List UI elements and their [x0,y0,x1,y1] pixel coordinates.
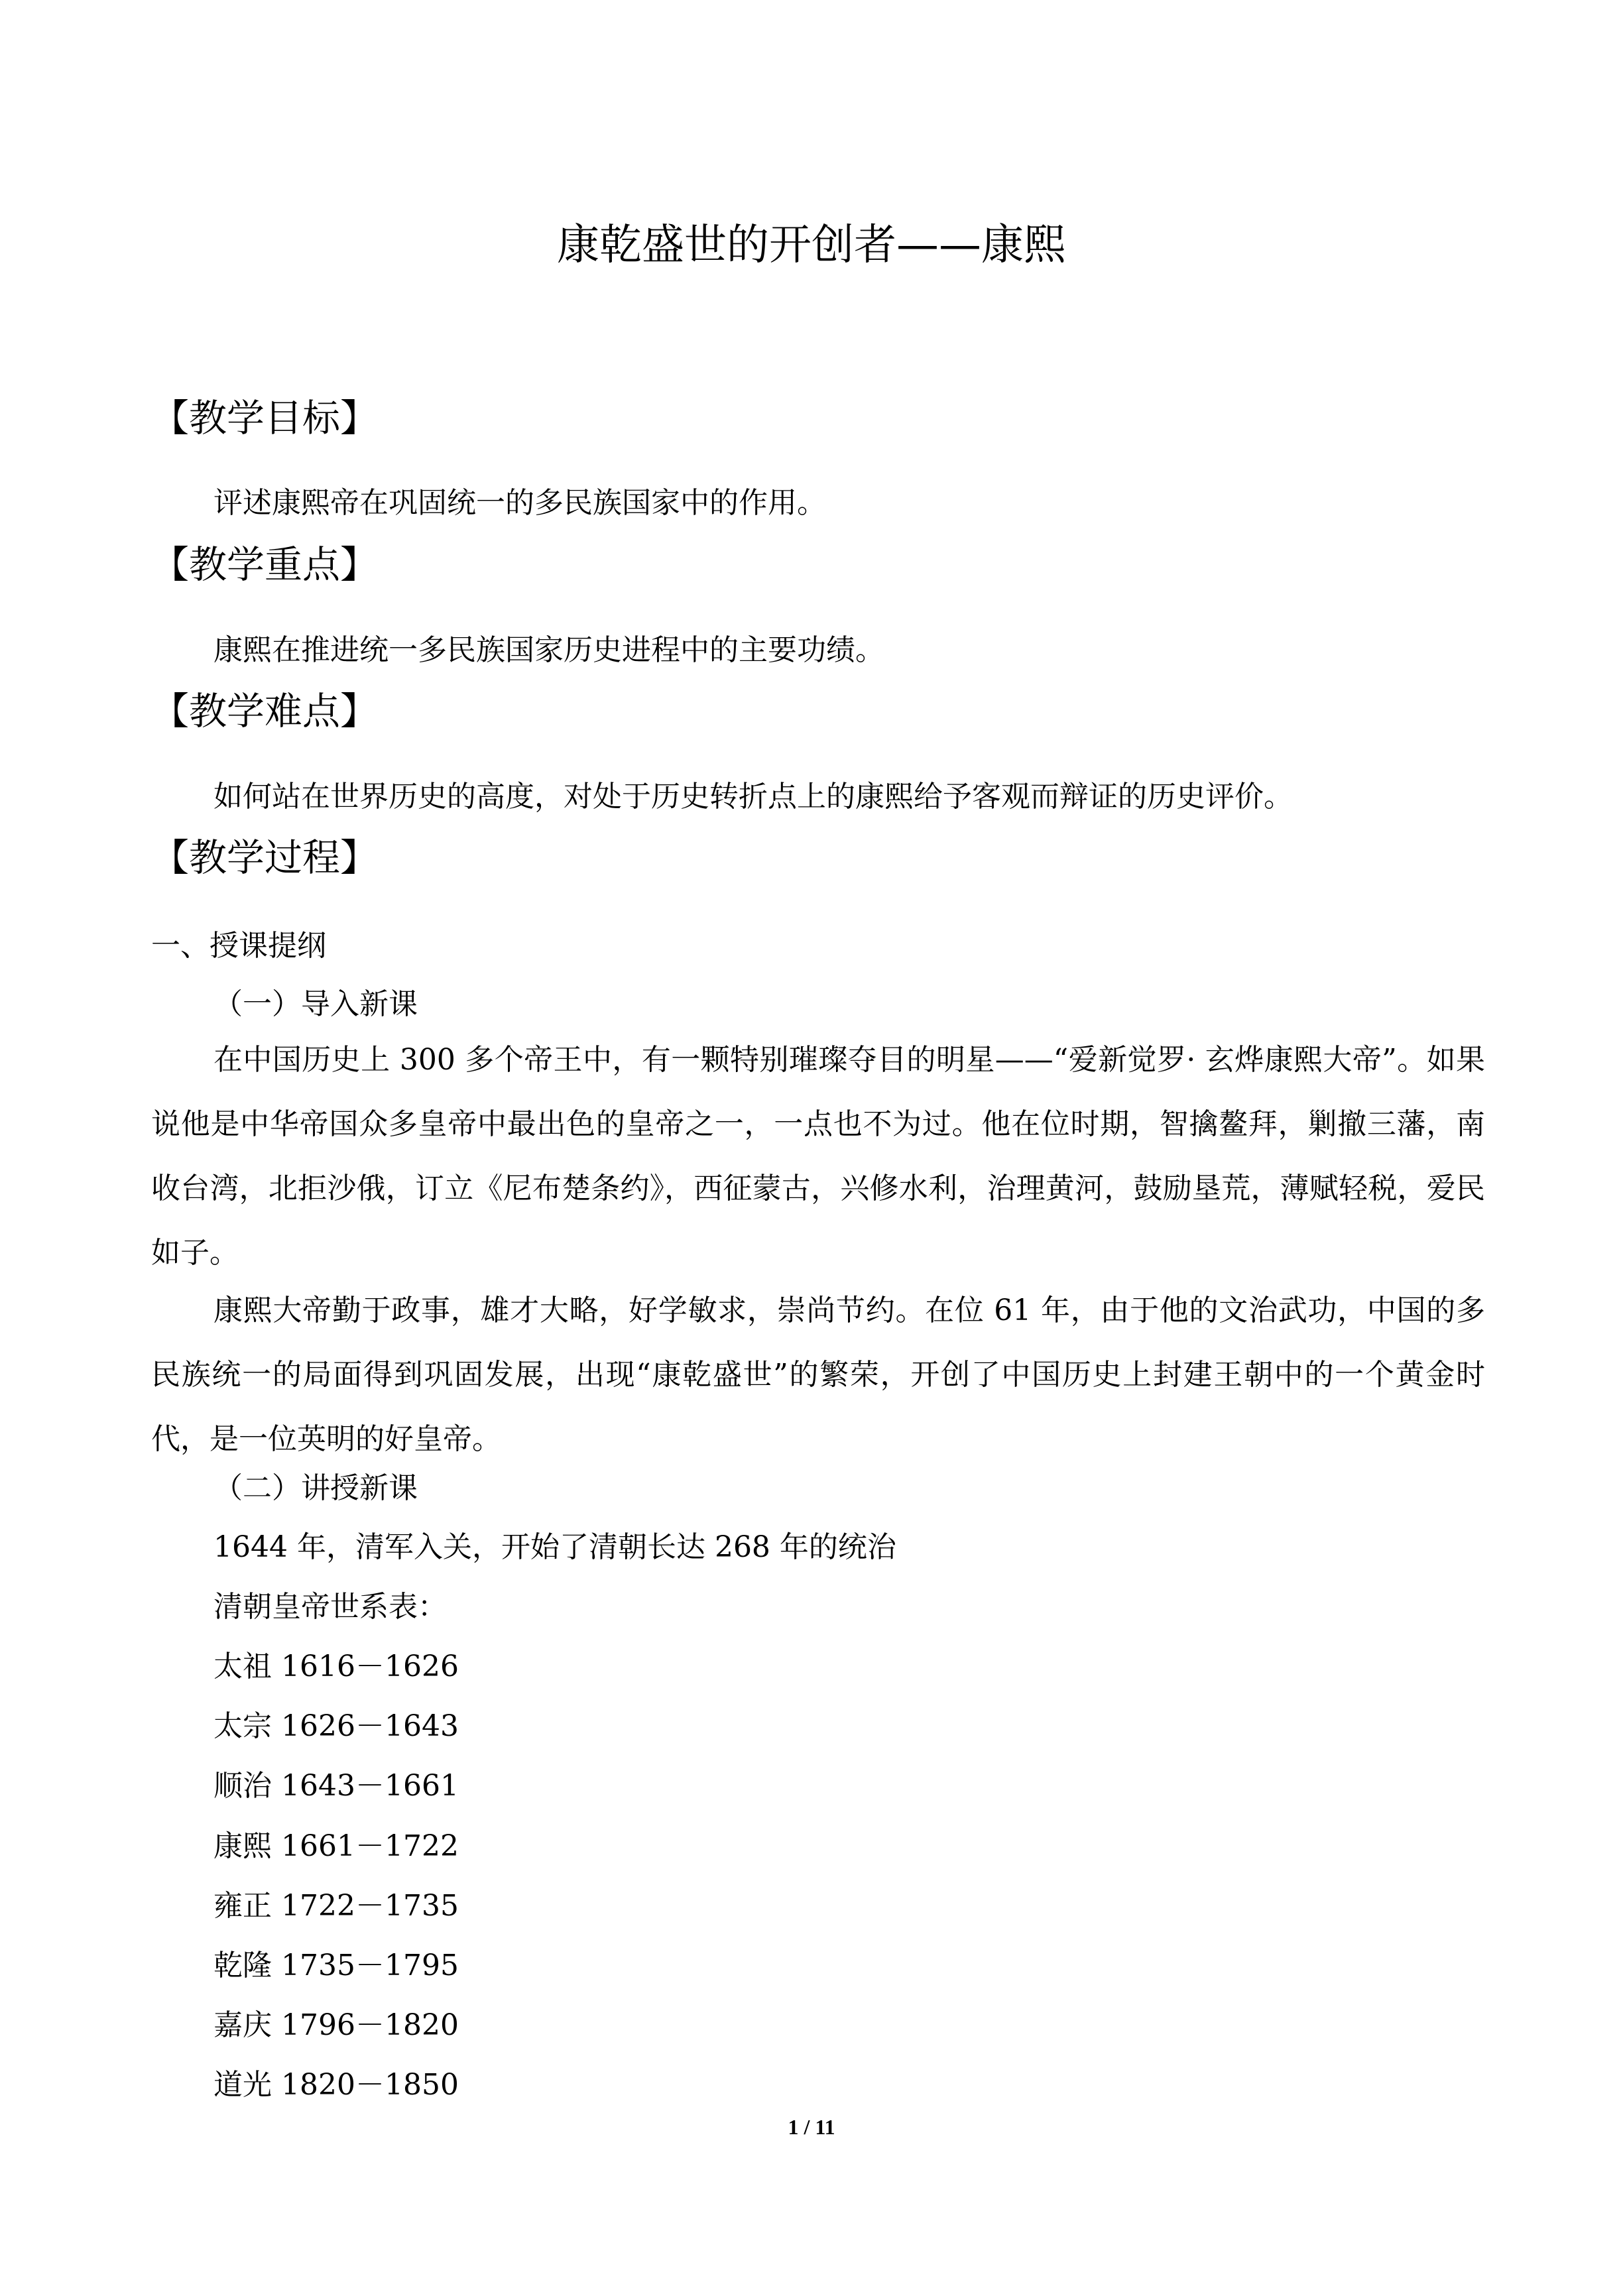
emperor-list-item: 康熙 1661－1722 [213,1829,459,1863]
outline-part-1: （一）导入新课 [213,987,418,1021]
heading-teaching-goal: 【教学目标】 [151,396,378,440]
emperor-list-item: 雍正 1722－1735 [213,1889,459,1923]
summary-paragraph: 康熙大帝勤于政事，雄才大略，好学敏求，崇尚节约。在位 61 年，由于他的文治武功，中国的多民族统一的局面得到巩固发展，出现“康乾盛世”的繁荣，开创了中国历史上封建王朝中的一个黄金时代，是一位英明的好皇帝。 [151,1294,1485,1456]
emperor-list-item: 嘉庆 1796－1820 [213,2008,459,2042]
emperor-table-title: 清朝皇帝世系表： [213,1590,447,1624]
outline-part-2: （二）讲授新课 [213,1471,418,1505]
emperor-list-item: 太祖 1616－1626 [213,1650,459,1683]
emperor-list-item: 顺治 1643－1661 [213,1769,459,1803]
document-title: 康乾盛世的开创者——康熙 [557,221,1066,270]
page-number: 1 / 11 [788,2115,835,2139]
teaching-goal-text: 评述康熙帝在巩固统一的多民族国家中的作用。 [213,486,826,520]
emperor-list-item: 道光 1820－1850 [213,2068,459,2102]
emperor-list-item: 乾隆 1735－1795 [213,1949,459,1982]
outline-title: 一、授课提纲 [151,929,326,963]
intro-paragraph: 在中国历史上 300 多个帝王中，有一颗特别璀璨夺目的明星——“爱新觉罗· 玄烨康熙大帝”。如果说他是中华帝国众多皇帝中最出色的皇帝之一，一点也不为过。他在位时期，智擒鳌拜，剿撤三藩，南收台湾，北拒沙俄，订立《尼布楚条约》，西征蒙古，兴修水利，治理黄河，鼓励垦荒，薄赋轻税，爱民如子。 [151,1043,1485,1270]
teaching-focus-text: 康熙在推进统一多民族国家历史进程中的主要功绩。 [213,633,884,667]
qing-intro-line: 1644 年，清军入关，开始了清朝长达 268 年的统治 [213,1530,896,1564]
emperor-list-item: 太宗 1626－1643 [213,1709,459,1743]
heading-teaching-process: 【教学过程】 [151,836,378,880]
heading-teaching-focus: 【教学重点】 [151,543,378,587]
teaching-difficulty-text: 如何站在世界历史的高度，对处于历史转折点上的康熙给予客观而辩证的历史评价。 [213,780,1293,814]
heading-teaching-difficulty: 【教学难点】 [151,690,378,733]
